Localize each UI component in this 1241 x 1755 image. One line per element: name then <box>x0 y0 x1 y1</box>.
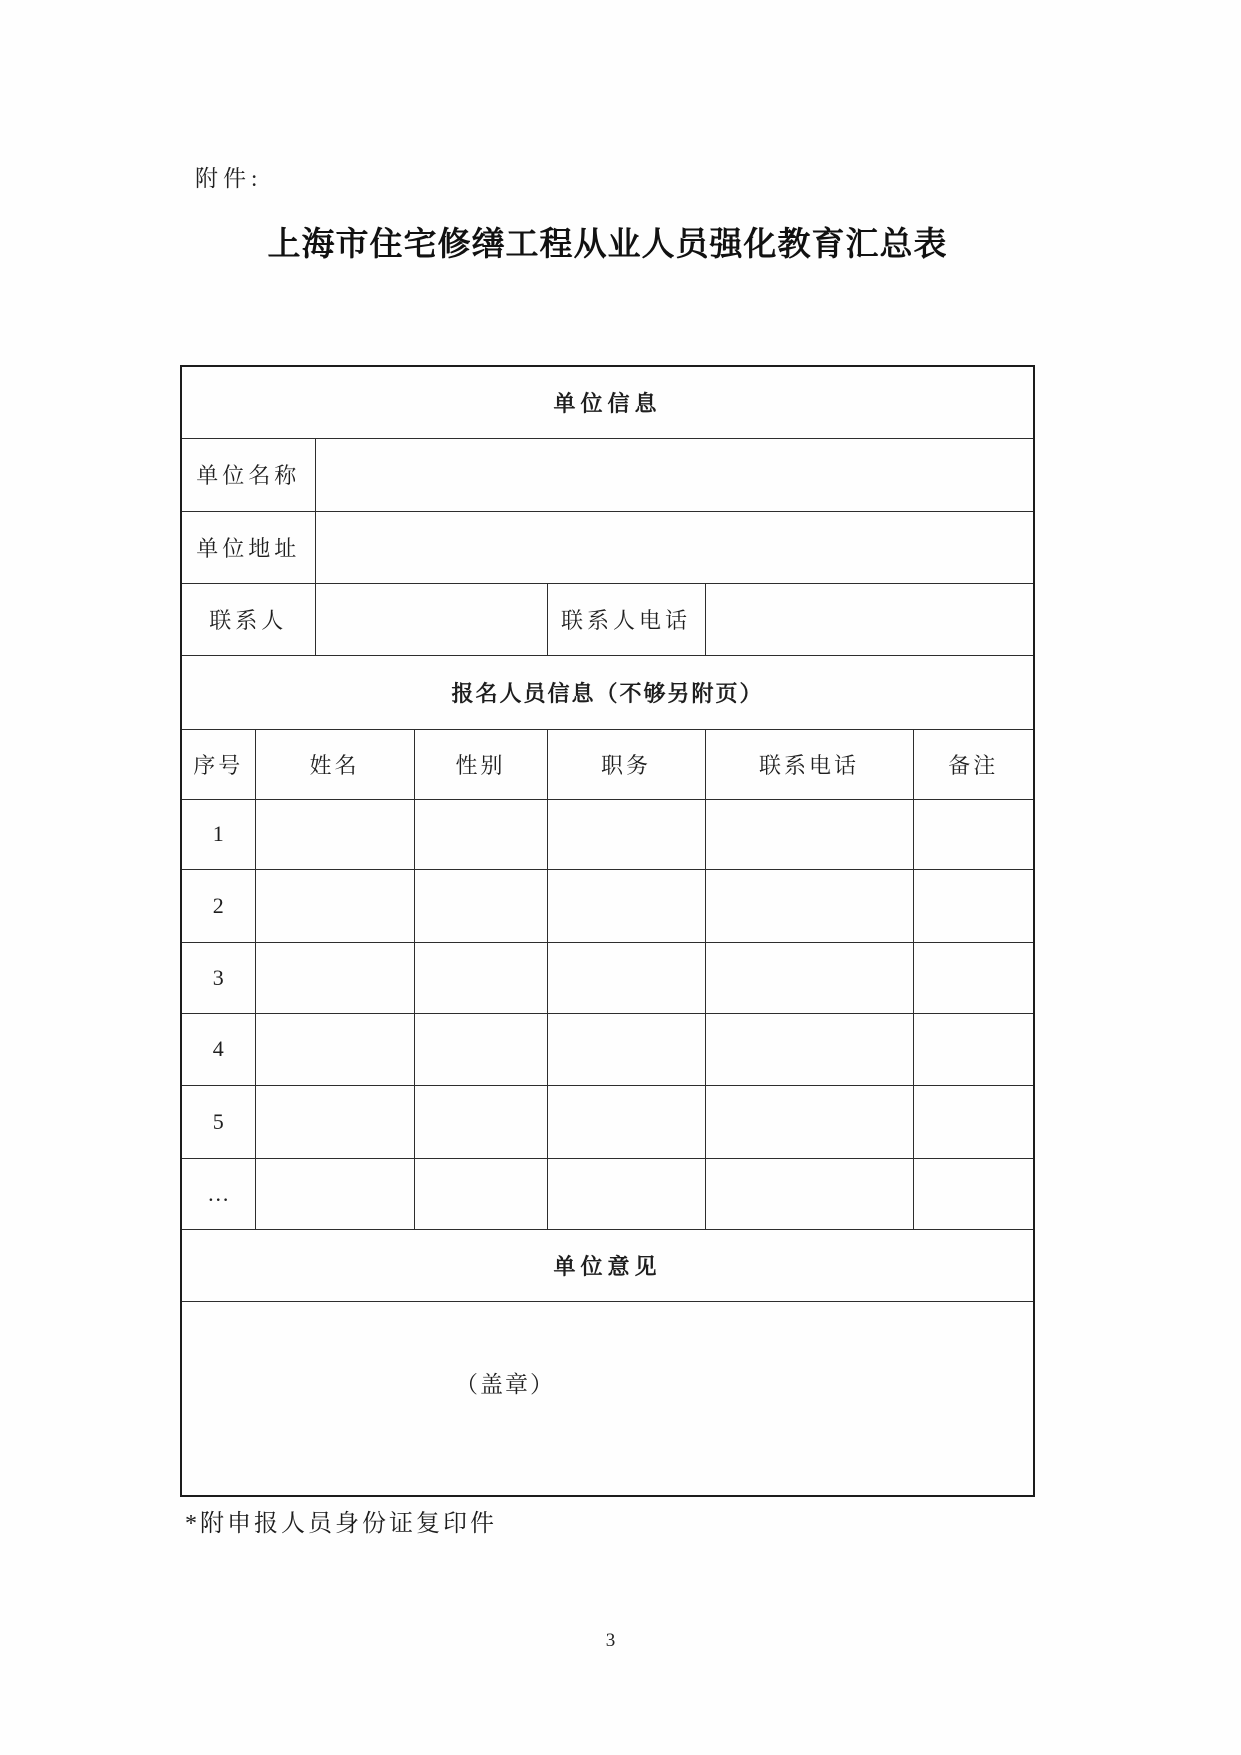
table-row <box>181 942 1034 1013</box>
row-no-cell: 5 <box>181 1085 255 1158</box>
gender-cell <box>414 942 547 1013</box>
table-row <box>181 1085 1034 1158</box>
unit-name-value-cell <box>315 438 1034 511</box>
table-row <box>181 1158 1034 1229</box>
name-cell <box>255 869 414 942</box>
phone-cell <box>705 799 913 869</box>
remark-cell <box>913 869 1034 942</box>
unit-address-label: 单位地址 <box>181 511 315 583</box>
row-no-cell: 4 <box>181 1013 255 1085</box>
contact-phone-value-cell <box>705 583 1034 655</box>
gender-cell <box>414 799 547 869</box>
position-cell <box>547 869 705 942</box>
page-title: 上海市住宅修缮工程从业人员强化教育汇总表 <box>267 224 948 263</box>
name-cell <box>255 1085 414 1158</box>
remark-cell <box>913 1158 1034 1229</box>
row-no-cell: 1 <box>181 799 255 869</box>
position-cell <box>547 799 705 869</box>
unit-opinion-section-header: 单位意见 <box>181 1229 1034 1301</box>
gender-cell <box>414 1158 547 1229</box>
row-no-cell: … <box>181 1158 255 1229</box>
summary-form-table <box>180 365 1035 1497</box>
col-header-position: 职务 <box>547 729 705 799</box>
col-header-no: 序号 <box>181 729 255 799</box>
gender-cell <box>414 869 547 942</box>
position-cell <box>547 1158 705 1229</box>
name-cell <box>255 1013 414 1085</box>
gender-cell <box>414 1085 547 1158</box>
remark-cell <box>913 1013 1034 1085</box>
remark-cell <box>913 799 1034 869</box>
remark-cell <box>913 1085 1034 1158</box>
remark-cell <box>913 942 1034 1013</box>
unit-name-label: 单位名称 <box>181 438 315 511</box>
col-header-name: 姓名 <box>255 729 414 799</box>
gender-cell <box>414 1013 547 1085</box>
unit-info-section-header: 单位信息 <box>181 366 1034 438</box>
row-no-cell: 3 <box>181 942 255 1013</box>
position-cell <box>547 1085 705 1158</box>
phone-cell <box>705 1013 913 1085</box>
name-cell <box>255 942 414 1013</box>
phone-cell <box>705 1085 913 1158</box>
col-header-remark: 备注 <box>913 729 1034 799</box>
table-row <box>181 869 1034 942</box>
name-cell <box>255 1158 414 1229</box>
unit-address-value-cell <box>315 511 1034 583</box>
position-cell <box>547 942 705 1013</box>
unit-opinion-space-cell <box>181 1301 1034 1496</box>
col-header-phone: 联系电话 <box>705 729 913 799</box>
attachment-label: 附件: <box>195 166 263 191</box>
contact-label: 联系人 <box>181 583 315 655</box>
contact-phone-label: 联系人电话 <box>547 583 705 655</box>
phone-cell <box>705 869 913 942</box>
seal-label: （盖章） <box>455 1371 556 1397</box>
row-no-cell: 2 <box>181 869 255 942</box>
footnote: *附申报人员身份证复印件 <box>185 1511 497 1537</box>
table-row <box>181 1013 1034 1085</box>
name-cell <box>255 799 414 869</box>
table-row <box>181 799 1034 869</box>
phone-cell <box>705 942 913 1013</box>
col-header-gender: 性别 <box>414 729 547 799</box>
phone-cell <box>705 1158 913 1229</box>
personnel-section-header: 报名人员信息（不够另附页） <box>181 655 1034 729</box>
contact-value-cell <box>315 583 547 655</box>
page-number: 3 <box>605 1630 616 1651</box>
position-cell <box>547 1013 705 1085</box>
